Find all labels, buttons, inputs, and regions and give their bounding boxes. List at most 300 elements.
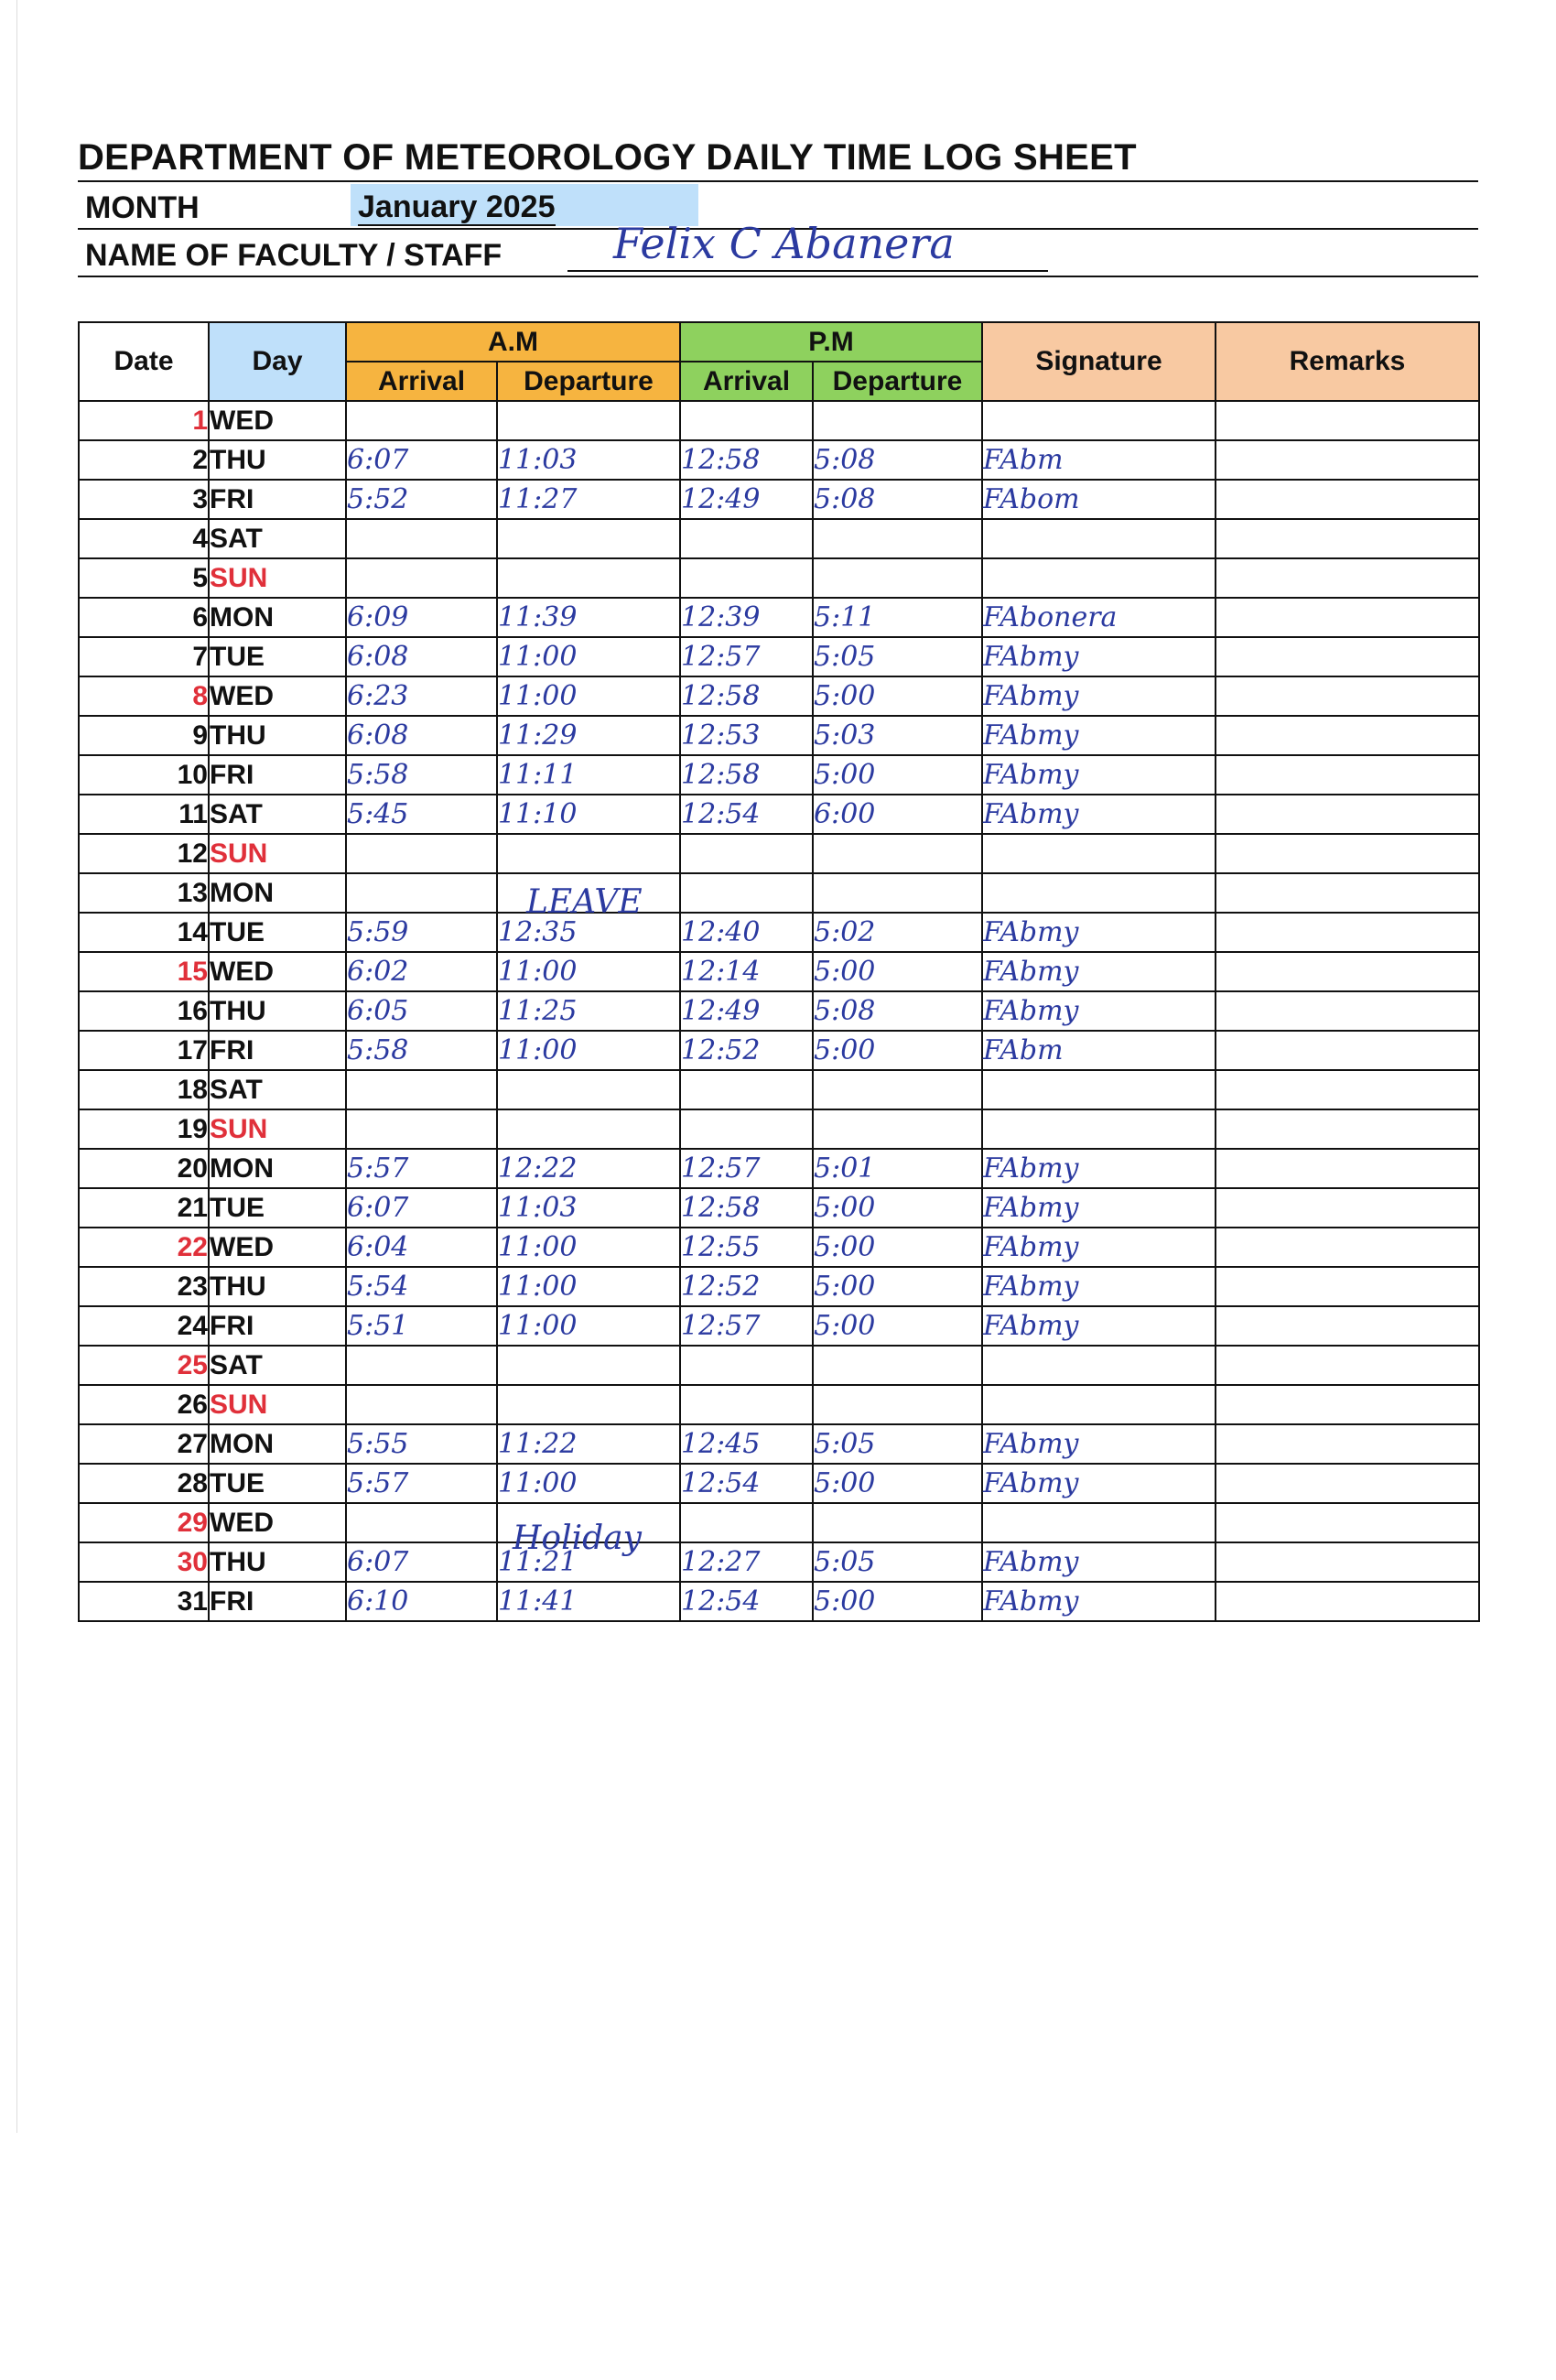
remarks-cell	[1216, 1267, 1479, 1306]
date-cell: 25	[79, 1346, 209, 1385]
table-row	[79, 991, 1479, 1031]
table-row	[79, 834, 1479, 873]
table-row	[79, 598, 1479, 637]
pm-arrival-cell: 12:58	[680, 755, 813, 795]
am-departure-cell: 11:00	[497, 1464, 680, 1503]
signature-cell	[982, 1503, 1216, 1542]
date-cell: 14	[79, 913, 209, 952]
day-cell: SAT	[209, 1346, 346, 1385]
am-arrival-cell: 5:58	[346, 755, 497, 795]
pm-departure-cell: 5:08	[813, 991, 982, 1031]
pm-departure-cell: 5:00	[813, 952, 982, 991]
remarks-cell	[1216, 1306, 1479, 1346]
date-cell: 13	[79, 873, 209, 913]
table-row	[79, 1464, 1479, 1503]
remarks-cell	[1216, 1031, 1479, 1070]
day-cell: WED	[209, 1503, 346, 1542]
pm-departure-cell: 5:02	[813, 913, 982, 952]
column-header-am: A.M	[346, 322, 680, 362]
pm-departure-cell: 5:00	[813, 1464, 982, 1503]
table-row	[79, 440, 1479, 480]
am-arrival-cell: 5:55	[346, 1424, 497, 1464]
pm-departure-cell: 5:00	[813, 1306, 982, 1346]
pm-arrival-cell: 12:14	[680, 952, 813, 991]
pm-departure-cell: 5:03	[813, 716, 982, 755]
am-arrival-cell: 5:59	[346, 913, 497, 952]
day-cell: SUN	[209, 1385, 346, 1424]
column-header-am-arrival: Arrival	[346, 362, 497, 401]
signature-cell	[982, 834, 1216, 873]
am-arrival-cell	[346, 519, 497, 558]
date-cell: 3	[79, 480, 209, 519]
signature-cell	[982, 1109, 1216, 1149]
column-header-pm-departure: Departure	[813, 362, 982, 401]
signature-cell: FAbmy	[982, 716, 1216, 755]
pm-arrival-cell: 12:54	[680, 795, 813, 834]
signature-cell: FAbmy	[982, 1424, 1216, 1464]
day-cell: FRI	[209, 480, 346, 519]
day-cell: MON	[209, 1424, 346, 1464]
signature-cell: FAbom	[982, 480, 1216, 519]
pm-departure-cell	[813, 1503, 982, 1542]
am-departure-cell: 11:00	[497, 637, 680, 676]
date-cell: 30	[79, 1542, 209, 1582]
pm-arrival-cell: 12:57	[680, 637, 813, 676]
day-cell: THU	[209, 716, 346, 755]
pm-arrival-cell: 12:53	[680, 716, 813, 755]
am-arrival-cell: 5:52	[346, 480, 497, 519]
pm-departure-cell	[813, 1346, 982, 1385]
am-arrival-cell	[346, 873, 497, 913]
table-row	[79, 873, 1479, 913]
time-log-rows	[79, 401, 1479, 1621]
signature-cell: FAbmy	[982, 676, 1216, 716]
column-header-signature: Signature	[982, 322, 1216, 401]
table-row	[79, 558, 1479, 598]
remarks-cell	[1216, 1385, 1479, 1424]
remarks-cell	[1216, 1424, 1479, 1464]
am-departure-cell	[497, 558, 680, 598]
pm-arrival-cell	[680, 558, 813, 598]
signature-cell: FAbmy	[982, 637, 1216, 676]
am-departure-cell: 11:00	[497, 1031, 680, 1070]
date-cell: 7	[79, 637, 209, 676]
pm-departure-cell: 5:08	[813, 480, 982, 519]
signature-cell: FAbmy	[982, 1149, 1216, 1188]
am-departure-cell: 11:25	[497, 991, 680, 1031]
column-header-remarks: Remarks	[1216, 322, 1479, 401]
pm-departure-cell	[813, 834, 982, 873]
date-cell: 24	[79, 1306, 209, 1346]
signature-cell: FAbmy	[982, 1267, 1216, 1306]
date-cell: 26	[79, 1385, 209, 1424]
am-departure-cell	[497, 401, 680, 440]
date-cell: 4	[79, 519, 209, 558]
remarks-cell	[1216, 1503, 1479, 1542]
am-arrival-cell	[346, 1109, 497, 1149]
am-arrival-cell: 5:57	[346, 1149, 497, 1188]
remarks-cell	[1216, 1149, 1479, 1188]
pm-arrival-cell	[680, 1109, 813, 1149]
pm-arrival-cell	[680, 1503, 813, 1542]
day-cell: MON	[209, 598, 346, 637]
remarks-cell	[1216, 1070, 1479, 1109]
am-departure-cell: 11:00	[497, 676, 680, 716]
pm-departure-cell: 5:00	[813, 755, 982, 795]
day-cell: SAT	[209, 795, 346, 834]
am-arrival-cell: 6:08	[346, 716, 497, 755]
pm-arrival-cell: 12:58	[680, 1188, 813, 1228]
day-cell: FRI	[209, 755, 346, 795]
signature-cell: FAbonera	[982, 598, 1216, 637]
day-cell: FRI	[209, 1582, 346, 1621]
pm-departure-cell	[813, 1070, 982, 1109]
pm-departure-cell	[813, 1109, 982, 1149]
signature-cell: FAbmy	[982, 1464, 1216, 1503]
day-cell: FRI	[209, 1306, 346, 1346]
am-departure-cell: 11:22	[497, 1424, 680, 1464]
am-arrival-cell: 6:09	[346, 598, 497, 637]
staff-name-handwritten: Felix C Abanera	[613, 219, 955, 268]
pm-arrival-cell: 12:57	[680, 1149, 813, 1188]
am-arrival-cell	[346, 1503, 497, 1542]
am-departure-cell: 11:00	[497, 1267, 680, 1306]
date-cell: 27	[79, 1424, 209, 1464]
am-departure-cell: 12:22	[497, 1149, 680, 1188]
table-row	[79, 401, 1479, 440]
date-cell: 23	[79, 1267, 209, 1306]
pm-arrival-cell	[680, 1346, 813, 1385]
pm-arrival-cell: 12:52	[680, 1031, 813, 1070]
signature-cell	[982, 1070, 1216, 1109]
pm-departure-cell: 5:00	[813, 1228, 982, 1267]
am-arrival-cell: 6:07	[346, 1542, 497, 1582]
remarks-cell	[1216, 1346, 1479, 1385]
date-cell: 12	[79, 834, 209, 873]
remarks-cell	[1216, 716, 1479, 755]
day-cell: SUN	[209, 834, 346, 873]
month-label: MONTH	[85, 190, 200, 225]
pm-departure-cell	[813, 873, 982, 913]
table-row	[79, 1070, 1479, 1109]
table-row	[79, 755, 1479, 795]
am-arrival-cell: 6:07	[346, 440, 497, 480]
header-row-top	[79, 322, 1479, 362]
day-cell: WED	[209, 676, 346, 716]
pm-departure-cell: 5:00	[813, 1188, 982, 1228]
table-row	[79, 952, 1479, 991]
am-departure-cell	[497, 834, 680, 873]
table-row	[79, 1228, 1479, 1267]
day-cell: SUN	[209, 558, 346, 598]
signature-cell: FAbmy	[982, 1188, 1216, 1228]
pm-departure-cell	[813, 519, 982, 558]
staff-label: NAME OF FACULTY / STAFF	[85, 238, 502, 273]
am-arrival-cell: 6:08	[346, 637, 497, 676]
date-cell: 21	[79, 1188, 209, 1228]
am-arrival-cell: 5:54	[346, 1267, 497, 1306]
pm-arrival-cell: 12:58	[680, 676, 813, 716]
staff-underline	[567, 270, 1048, 272]
sheet-title: DEPARTMENT OF METEOROLOGY DAILY TIME LOG SHEET	[78, 137, 1478, 182]
remarks-cell	[1216, 795, 1479, 834]
am-arrival-cell: 6:05	[346, 991, 497, 1031]
date-cell: 1	[79, 401, 209, 440]
column-header-pm: P.M	[680, 322, 982, 362]
pm-departure-cell: 5:00	[813, 676, 982, 716]
pm-departure-cell: 5:01	[813, 1149, 982, 1188]
remarks-cell	[1216, 755, 1479, 795]
pm-arrival-cell: 12:58	[680, 440, 813, 480]
date-cell: 11	[79, 795, 209, 834]
am-arrival-cell	[346, 1346, 497, 1385]
date-cell: 6	[79, 598, 209, 637]
am-arrival-cell: 5:58	[346, 1031, 497, 1070]
table-row	[79, 716, 1479, 755]
table-row	[79, 480, 1479, 519]
am-arrival-cell	[346, 834, 497, 873]
pm-arrival-cell: 12:54	[680, 1582, 813, 1621]
column-header-date: Date	[79, 322, 209, 401]
signature-cell: FAbmy	[982, 952, 1216, 991]
signature-cell: FAbmy	[982, 1542, 1216, 1582]
date-cell: 29	[79, 1503, 209, 1542]
date-cell: 9	[79, 716, 209, 755]
day-cell: THU	[209, 1267, 346, 1306]
day-cell: WED	[209, 401, 346, 440]
pm-arrival-cell	[680, 401, 813, 440]
am-arrival-cell: 6:23	[346, 676, 497, 716]
column-header-day: Day	[209, 322, 346, 401]
am-arrival-cell: 6:04	[346, 1228, 497, 1267]
table-row	[79, 1582, 1479, 1621]
am-departure-cell	[497, 1385, 680, 1424]
pm-departure-cell: 5:00	[813, 1267, 982, 1306]
table-row	[79, 1542, 1479, 1582]
date-cell: 18	[79, 1070, 209, 1109]
remarks-cell	[1216, 1582, 1479, 1621]
remarks-cell	[1216, 1188, 1479, 1228]
pm-arrival-cell	[680, 873, 813, 913]
pm-departure-cell: 5:11	[813, 598, 982, 637]
signature-cell: FAbm	[982, 1031, 1216, 1070]
staff-row	[78, 219, 1478, 277]
signature-cell: FAbmy	[982, 1306, 1216, 1346]
pm-arrival-cell: 12:49	[680, 480, 813, 519]
date-cell: 2	[79, 440, 209, 480]
am-departure-cell: 11:39	[497, 598, 680, 637]
month-value: January 2025	[358, 189, 556, 224]
am-departure-cell: 11:41	[497, 1582, 680, 1621]
pm-arrival-cell: 12:52	[680, 1267, 813, 1306]
pm-arrival-cell: 12:27	[680, 1542, 813, 1582]
remarks-cell	[1216, 1464, 1479, 1503]
day-cell: SAT	[209, 519, 346, 558]
table-row	[79, 637, 1479, 676]
am-departure-cell: 11:00	[497, 1306, 680, 1346]
date-cell: 20	[79, 1149, 209, 1188]
remarks-cell	[1216, 440, 1479, 480]
day-cell: WED	[209, 1228, 346, 1267]
am-arrival-cell	[346, 558, 497, 598]
am-arrival-cell	[346, 1070, 497, 1109]
signature-cell: FAbmy	[982, 795, 1216, 834]
pm-arrival-cell: 12:45	[680, 1424, 813, 1464]
pm-departure-cell	[813, 401, 982, 440]
column-header-pm-arrival: Arrival	[680, 362, 813, 401]
remarks-cell	[1216, 598, 1479, 637]
time-log-table	[78, 321, 1480, 1622]
date-cell: 8	[79, 676, 209, 716]
am-departure-cell: 11:00	[497, 952, 680, 991]
remarks-cell	[1216, 991, 1479, 1031]
signature-cell: FAbm	[982, 440, 1216, 480]
table-row	[79, 1109, 1479, 1149]
time-log-sheet	[78, 137, 1478, 1622]
date-cell: 28	[79, 1464, 209, 1503]
signature-cell: FAbmy	[982, 1582, 1216, 1621]
table-row	[79, 795, 1479, 834]
am-arrival-cell: 6:02	[346, 952, 497, 991]
signature-cell: FAbmy	[982, 913, 1216, 952]
day-cell: TUE	[209, 637, 346, 676]
am-departure-cell: 11:10	[497, 795, 680, 834]
am-departure-cell: 11:00	[497, 1228, 680, 1267]
pm-departure-cell: 5:00	[813, 1582, 982, 1621]
leave-annotation: LEAVE	[526, 883, 643, 921]
day-cell: FRI	[209, 1031, 346, 1070]
date-cell: 17	[79, 1031, 209, 1070]
pm-departure-cell: 5:08	[813, 440, 982, 480]
pm-arrival-cell	[680, 834, 813, 873]
date-cell: 5	[79, 558, 209, 598]
day-cell: MON	[209, 873, 346, 913]
table-row	[79, 913, 1479, 952]
holiday-annotation: Holiday	[513, 1520, 642, 1557]
remarks-cell	[1216, 873, 1479, 913]
pm-arrival-cell	[680, 519, 813, 558]
remarks-cell	[1216, 952, 1479, 991]
remarks-cell	[1216, 1228, 1479, 1267]
day-cell: THU	[209, 991, 346, 1031]
pm-departure-cell	[813, 558, 982, 598]
pm-departure-cell: 5:05	[813, 637, 982, 676]
pm-arrival-cell	[680, 1070, 813, 1109]
day-cell: SAT	[209, 1070, 346, 1109]
am-departure-cell	[497, 1346, 680, 1385]
am-arrival-cell: 5:45	[346, 795, 497, 834]
date-cell: 19	[79, 1109, 209, 1149]
pm-arrival-cell	[680, 1385, 813, 1424]
remarks-cell	[1216, 676, 1479, 716]
table-row	[79, 1031, 1479, 1070]
pm-arrival-cell: 12:39	[680, 598, 813, 637]
signature-cell: FAbmy	[982, 1228, 1216, 1267]
remarks-cell	[1216, 558, 1479, 598]
date-cell: 15	[79, 952, 209, 991]
remarks-cell	[1216, 1109, 1479, 1149]
remarks-cell	[1216, 519, 1479, 558]
date-cell: 10	[79, 755, 209, 795]
pm-departure-cell: 5:05	[813, 1424, 982, 1464]
am-departure-cell: 11:21	[497, 1542, 680, 1582]
am-arrival-cell: 5:51	[346, 1306, 497, 1346]
pm-arrival-cell: 12:57	[680, 1306, 813, 1346]
signature-cell	[982, 1385, 1216, 1424]
am-departure-cell	[497, 519, 680, 558]
pm-arrival-cell: 12:55	[680, 1228, 813, 1267]
am-arrival-cell: 5:57	[346, 1464, 497, 1503]
am-departure-cell: 11:03	[497, 440, 680, 480]
signature-cell	[982, 401, 1216, 440]
day-cell: SUN	[209, 1109, 346, 1149]
remarks-cell	[1216, 480, 1479, 519]
signature-cell: FAbmy	[982, 991, 1216, 1031]
day-cell: THU	[209, 440, 346, 480]
pm-arrival-cell: 12:54	[680, 1464, 813, 1503]
pm-arrival-cell: 12:40	[680, 913, 813, 952]
am-arrival-cell	[346, 401, 497, 440]
am-departure-cell	[497, 1070, 680, 1109]
pm-departure-cell	[813, 1385, 982, 1424]
table-row	[79, 1385, 1479, 1424]
table-row	[79, 1346, 1479, 1385]
table-row	[79, 1267, 1479, 1306]
am-arrival-cell	[346, 1385, 497, 1424]
column-header-am-departure: Departure	[497, 362, 680, 401]
pm-arrival-cell: 12:49	[680, 991, 813, 1031]
pm-departure-cell: 5:00	[813, 1031, 982, 1070]
day-cell: THU	[209, 1542, 346, 1582]
am-departure-cell: 11:03	[497, 1188, 680, 1228]
signature-cell: FAbmy	[982, 755, 1216, 795]
am-departure-cell: 11:11	[497, 755, 680, 795]
table-row	[79, 1424, 1479, 1464]
table-row	[79, 1188, 1479, 1228]
table-row	[79, 1149, 1479, 1188]
am-departure-cell: 12:35	[497, 913, 680, 952]
am-departure-cell: 11:29	[497, 716, 680, 755]
day-cell: WED	[209, 952, 346, 991]
signature-cell	[982, 558, 1216, 598]
remarks-cell	[1216, 637, 1479, 676]
am-departure-cell	[497, 1109, 680, 1149]
am-departure-cell: 11:27	[497, 480, 680, 519]
table-row	[79, 676, 1479, 716]
day-cell: MON	[209, 1149, 346, 1188]
am-arrival-cell: 6:10	[346, 1582, 497, 1621]
remarks-cell	[1216, 913, 1479, 952]
remarks-cell	[1216, 401, 1479, 440]
signature-cell	[982, 519, 1216, 558]
pm-departure-cell: 5:05	[813, 1542, 982, 1582]
day-cell: TUE	[209, 1188, 346, 1228]
table-row	[79, 519, 1479, 558]
date-cell: 16	[79, 991, 209, 1031]
am-arrival-cell: 6:07	[346, 1188, 497, 1228]
remarks-cell	[1216, 834, 1479, 873]
day-cell: TUE	[209, 913, 346, 952]
remarks-cell	[1216, 1542, 1479, 1582]
pm-departure-cell: 6:00	[813, 795, 982, 834]
table-row	[79, 1503, 1479, 1542]
day-cell: TUE	[209, 1464, 346, 1503]
table-row	[79, 1306, 1479, 1346]
signature-cell	[982, 1346, 1216, 1385]
date-cell: 22	[79, 1228, 209, 1267]
signature-cell	[982, 873, 1216, 913]
date-cell: 31	[79, 1582, 209, 1621]
